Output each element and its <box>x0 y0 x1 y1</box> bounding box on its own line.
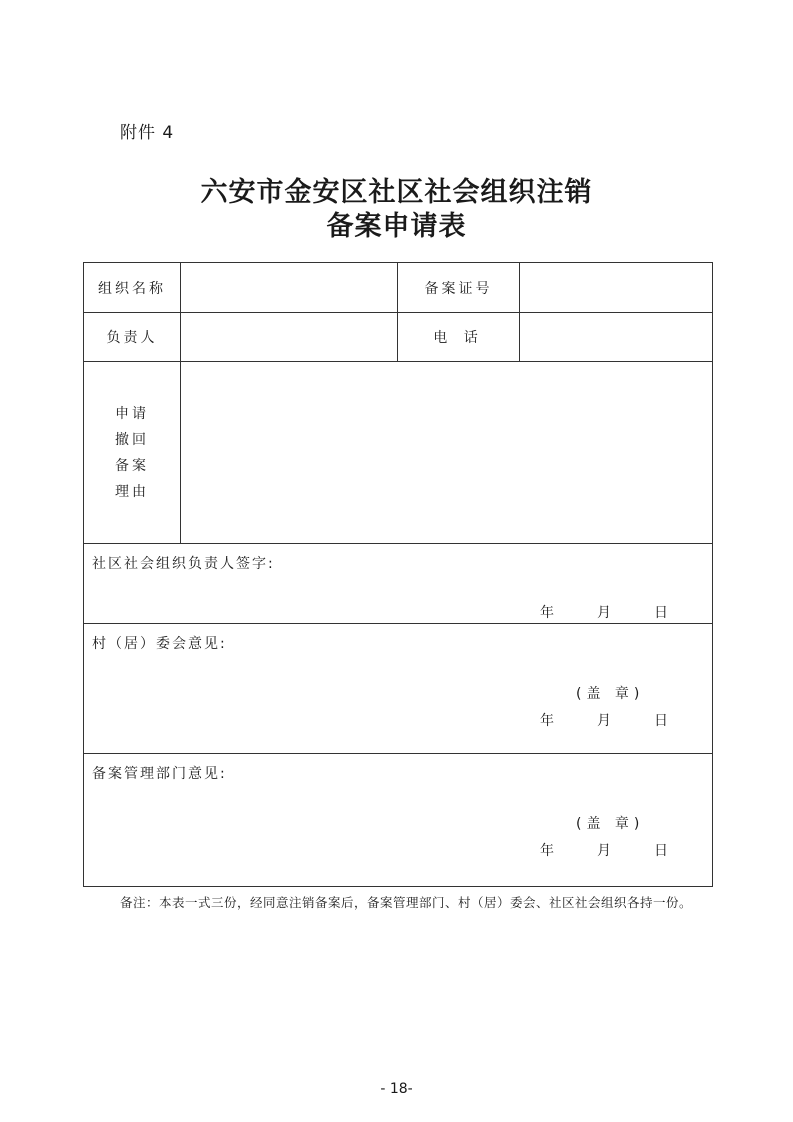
day-label: 日 <box>654 713 668 729</box>
signature-section[interactable] <box>84 544 713 624</box>
year-label: 年 <box>540 843 554 859</box>
reason-label-line: 备案 <box>115 457 149 474</box>
month-label: 月 <box>597 713 611 729</box>
dept-seal-label: (盖 章) <box>576 816 645 832</box>
person-row <box>84 313 713 362</box>
title-line-2: 备案申请表 <box>326 211 467 242</box>
record-no-label: 备案证号 <box>398 263 520 313</box>
signature-section-title: 社区社会组织负责人签字: <box>92 556 275 572</box>
org-row <box>84 263 713 313</box>
reason-label-line: 理由 <box>115 483 149 500</box>
person-label: 负责人 <box>84 313 181 362</box>
signature-date <box>540 602 668 622</box>
dept-section[interactable] <box>84 754 713 887</box>
reason-row <box>84 362 713 544</box>
title-line-1: 六安市金安区社区社会组织注销 <box>200 177 593 208</box>
signature-row <box>84 544 713 624</box>
year-label: 年 <box>540 713 554 729</box>
application-form-table <box>83 262 713 887</box>
month-label: 月 <box>597 605 611 621</box>
village-date <box>540 710 668 730</box>
village-row <box>84 624 713 754</box>
phone-label: 电 话 <box>398 313 520 362</box>
person-field[interactable] <box>181 313 398 362</box>
dept-date <box>540 840 668 860</box>
day-label: 日 <box>654 605 668 621</box>
year-label: 年 <box>540 605 554 621</box>
record-no-field[interactable] <box>520 263 713 313</box>
dept-section-title: 备案管理部门意见: <box>92 766 227 782</box>
reason-label <box>84 362 181 544</box>
reason-label-line: 撤回 <box>115 431 149 448</box>
footnote: 备注：本表一式三份，经同意注销备案后，备案管理部门、村（居）委会、社区社会组织各持一份。 <box>120 895 693 910</box>
village-section[interactable] <box>84 624 713 754</box>
dept-row <box>84 754 713 887</box>
attachment-label: 附件 4 <box>120 123 175 143</box>
org-name-field[interactable] <box>181 263 398 313</box>
phone-field[interactable] <box>520 313 713 362</box>
village-section-title: 村（居）委会意见: <box>92 636 227 652</box>
village-seal-label: (盖 章) <box>576 686 645 702</box>
org-name-label: 组织名称 <box>84 263 181 313</box>
month-label: 月 <box>597 843 611 859</box>
reason-label-line: 申请 <box>115 405 149 422</box>
reason-field[interactable] <box>181 362 713 544</box>
page-number: - 18- <box>380 1081 413 1097</box>
day-label: 日 <box>654 843 668 859</box>
